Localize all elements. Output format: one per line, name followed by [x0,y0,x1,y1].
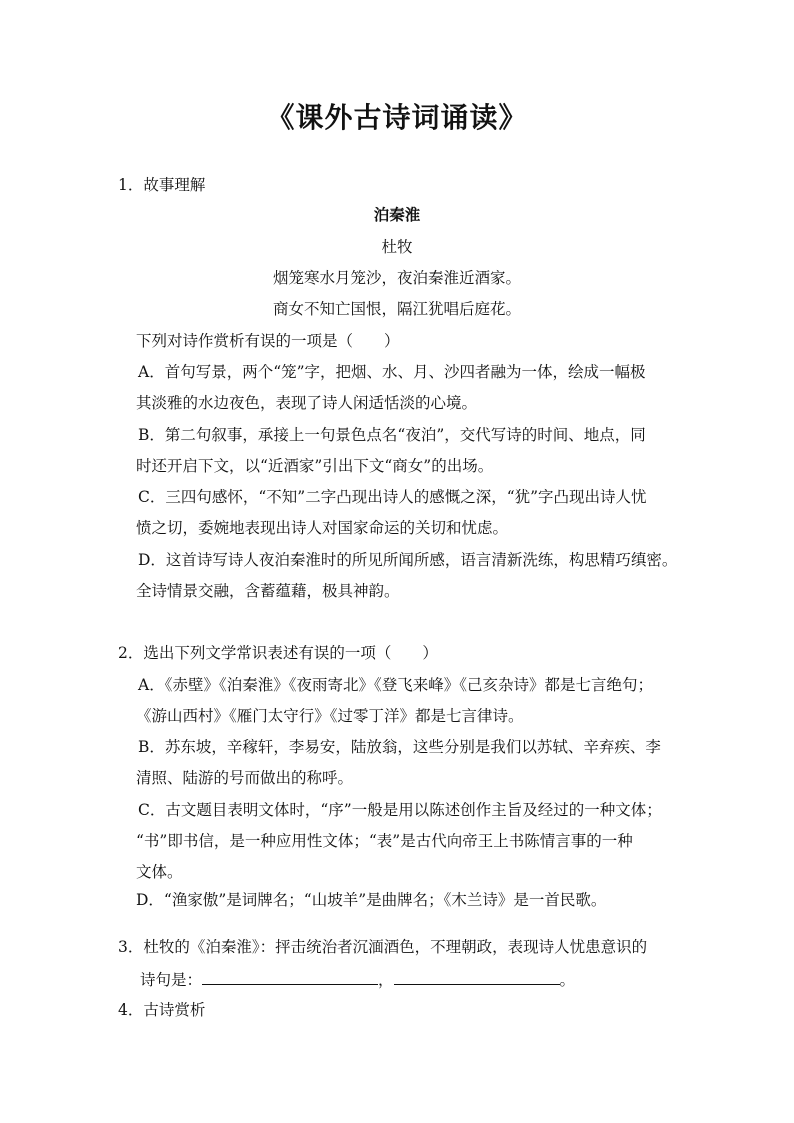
q2-option-c-line3: 文体。 [136,863,183,881]
q2-option-a-line2: 《游山西村》《雁门太守行》《过零丁洋》都是七言律诗。 [136,707,524,725]
q1-option-c-line1: C．三四句感怀，“不知”二字凸现出诗人的感慨之深，“犹”字凸现出诗人忧 [138,488,647,506]
q1-option-d-line1: D．这首诗写诗人夜泊秦淮时的所见所闻所感，语言清新洗练，构思精巧缜密。 [138,551,678,569]
q3-blank-1[interactable] [202,968,378,985]
q2-option-b-line1: B．苏东坡，辛稼轩，李易安，陆放翁，这些分别是我们以苏轼、辛弃疾、李 [138,738,661,756]
page-title: 《课外古诗词诵读》 [266,101,528,134]
poem-author: 杜牧 [381,238,413,256]
q1-stem: 下列对诗作赏析有误的一项是（ ） [136,332,400,350]
q2-option-a-line1: A．《赤壁》《泊秦淮》《夜雨寄北》《登飞来峰》《己亥杂诗》都是七言绝句； [138,676,653,694]
poem-title: 泊秦淮 [373,205,421,224]
q2-stem: 2．选出下列文学常识表述有误的一项（ ） [118,644,438,662]
q1-option-c-line2: 愤之切，委婉地表现出诗人对国家命运的关切和忧虑。 [136,519,509,537]
q1-option-b-line2: 时还开启下文，以“近酒家”引出下文“商女”的出场。 [136,457,494,475]
q3-line1: 3．杜牧的《泊秦淮》：抨击统治者沉湎酒色，不理朝政，表现诗人忧患意识的 [118,938,648,956]
q1-option-a-line2: 其淡雅的水边夜色，表现了诗人闲适恬淡的心境。 [136,394,478,412]
q2-option-c-line1: C．古文题目表明文体时，“序”一般是用以陈述创作主旨及经过的一种文体； [138,801,662,819]
q3-prefix: 诗句是： [140,971,203,989]
q1-option-a-line1: A．首句写景，两个“笼”字，把烟、水、月、沙四者融为一体，绘成一幅极 [138,363,646,381]
q1-option-d-line2: 全诗情景交融，含蓄蕴藉，极具神韵。 [136,582,400,600]
q4-heading: 4．古诗赏析 [118,1001,206,1019]
q1-heading: 1．故事理解 [118,176,206,194]
q3-period: 。 [559,971,576,989]
q2-option-b-line2: 清照、陆游的号而做出的称呼。 [136,769,354,787]
q1-option-b-line1: B．第二句叙事，承接上一句景色点名“夜泊”，交代写诗的时间、地点，同 [138,426,646,444]
q3-comma: ， [378,971,394,989]
poem-line-1: 烟笼寒水月笼沙，夜泊秦淮近酒家。 [272,269,521,287]
q2-option-d: D．“渔家傲”是词牌名；“山坡羊”是曲牌名；《木兰诗》是一首民歌。 [136,891,607,909]
q3-blank-2[interactable] [394,968,560,985]
poem-line-2: 商女不知亡国恨，隔江犹唱后庭花。 [272,300,521,318]
q3-answer-line [140,968,575,991]
q2-option-c-line2: “书”即书信，是一种应用性文体；“表”是古代向帝王上书陈情言事的一种 [136,832,633,850]
